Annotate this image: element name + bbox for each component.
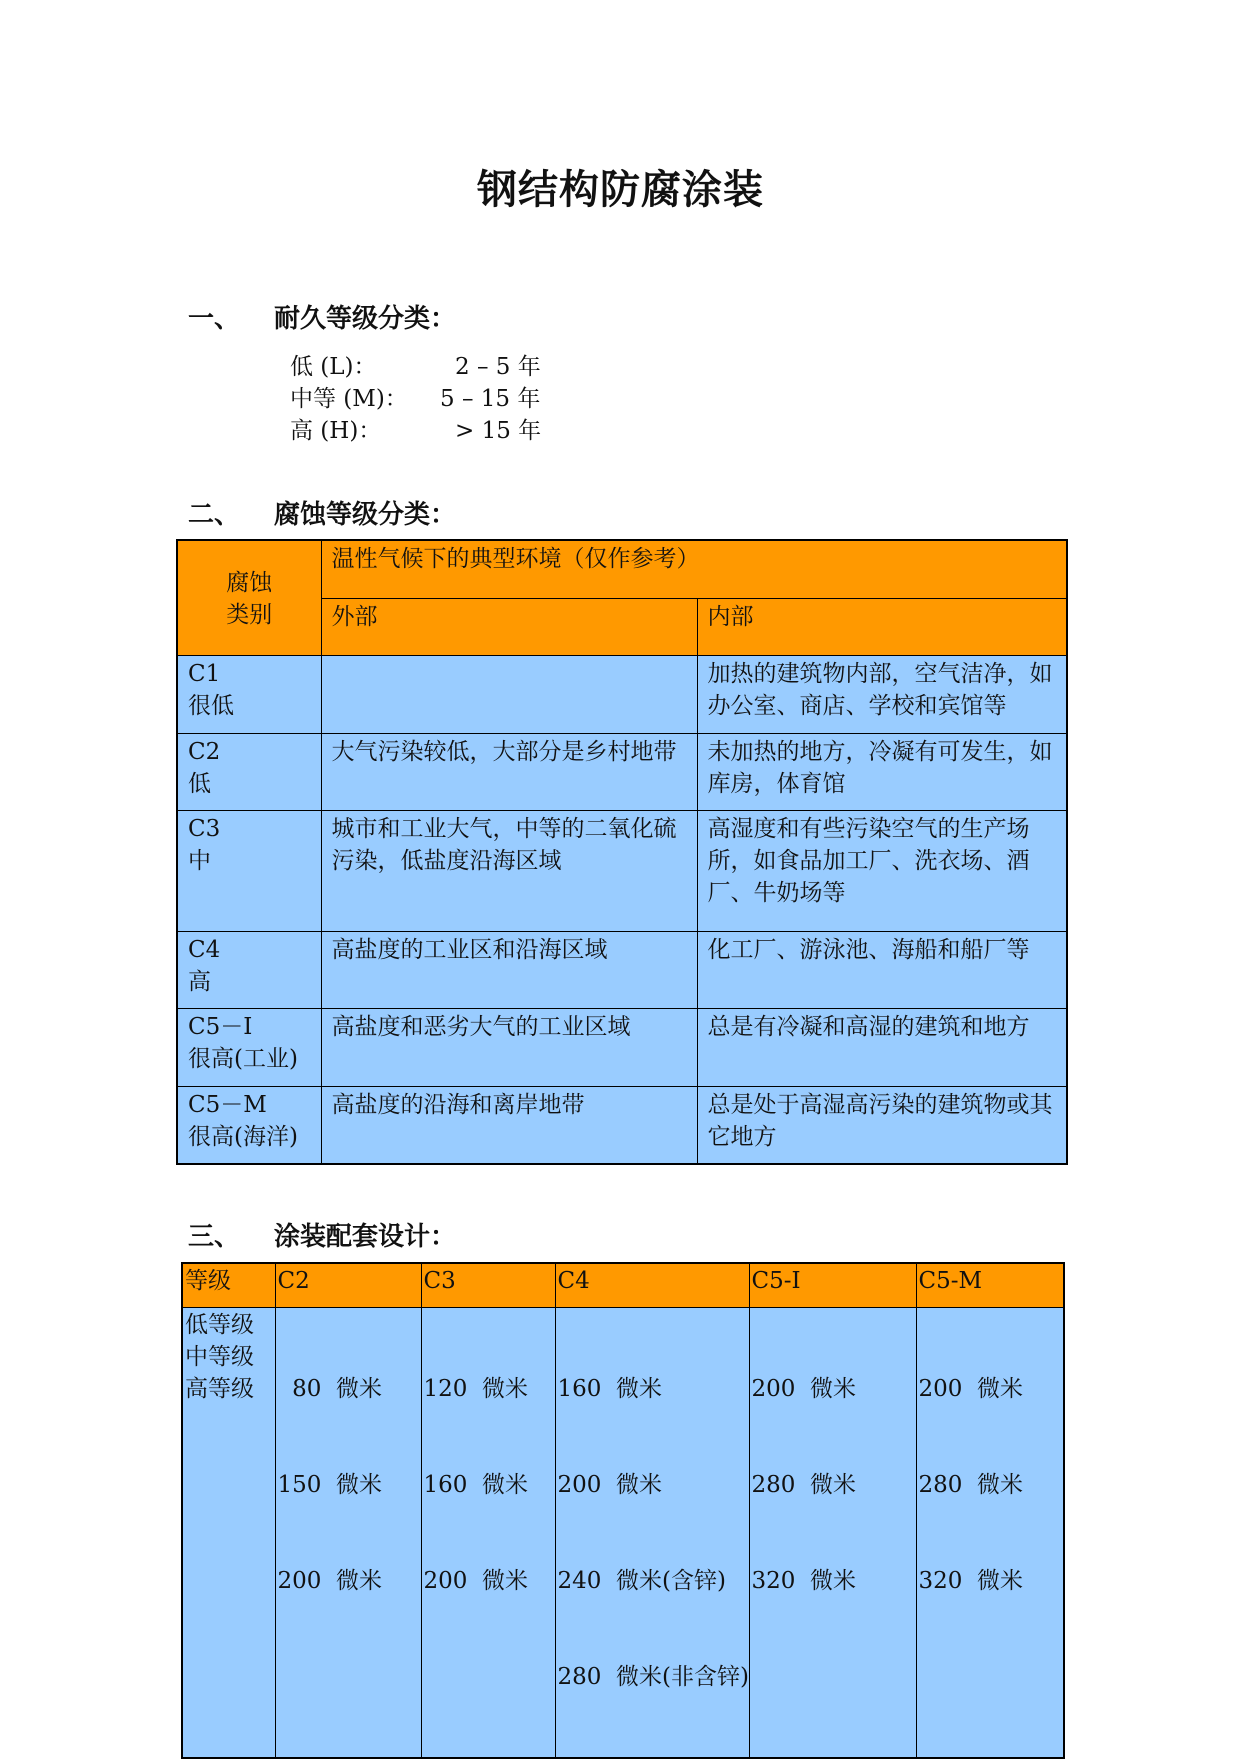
- table-row: [177, 1008, 1067, 1086]
- page-title: 钢结构防腐涂装: [477, 167, 764, 213]
- durability-list: [290, 348, 690, 448]
- header-exterior: 外部: [321, 598, 697, 655]
- row-category: C3 中: [177, 810, 321, 931]
- row-exterior: 城市和工业大气，中等的二氧化硫污染，低盐度沿海区域: [321, 810, 697, 931]
- row-exterior: 大气污染较低，大部分是乡村地带: [321, 733, 697, 810]
- row-category: C5－M 很高(海洋): [177, 1086, 321, 1164]
- row-exterior: 高盐度的沿海和离岸地带: [321, 1086, 697, 1164]
- section-3-number: 三、: [188, 1222, 241, 1252]
- row-interior: 总是有冷凝和高湿的建筑和地方: [697, 1008, 1067, 1086]
- header-interior: 内部: [697, 598, 1067, 655]
- row-exterior: 高盐度和恶劣大气的工业区域: [321, 1008, 697, 1086]
- c5-m-values: 200 微米 280 微米 320 微米: [916, 1307, 1064, 1758]
- row-category: C4 高: [177, 931, 321, 1008]
- header-c5-m: C5-M: [916, 1263, 1064, 1307]
- c5-i-values: 200 微米 280 微米 320 微米: [749, 1307, 916, 1758]
- table-row: [177, 733, 1067, 810]
- table-row: [177, 931, 1067, 1008]
- header-c5-i: C5-I: [749, 1263, 916, 1307]
- table-row: [177, 810, 1067, 931]
- row-interior: 总是处于高湿高污染的建筑物或其它地方: [697, 1086, 1067, 1164]
- header-environment: 温性气候下的典型环境（仅作参考）: [321, 540, 1067, 598]
- durability-key: 高 (H)：: [290, 418, 382, 444]
- header-category: 腐蚀 类别: [177, 540, 321, 655]
- row-interior: 未加热的地方，冷凝有可发生，如库房，体育馆: [697, 733, 1067, 810]
- table-row: [177, 1086, 1067, 1164]
- c4-values: 160 微米 200 微米 240 微米(含锌) 280 微米(非含锌): [555, 1307, 749, 1758]
- header-c2: C2: [275, 1263, 421, 1307]
- header-c4: C4: [555, 1263, 749, 1307]
- header-c3: C3: [421, 1263, 555, 1307]
- section-3-heading: [188, 1216, 688, 1252]
- section-2-heading: [188, 494, 688, 530]
- row-interior: 加热的建筑物内部，空气洁净，如办公室、商店、学校和宾馆等: [697, 655, 1067, 733]
- row-interior: 高湿度和有些污染空气的生产场所，如食品加工厂、洗衣场、酒厂、牛奶场等: [697, 810, 1067, 931]
- durability-value: 5 – 15 年: [440, 386, 541, 412]
- row-exterior: 高盐度的工业区和沿海区域: [321, 931, 697, 1008]
- corrosion-class-table: [176, 539, 1068, 1165]
- section-2-label: 腐蚀等级分类：: [274, 500, 457, 530]
- durability-key: 低 (L)：: [290, 354, 377, 380]
- header-grade: 等级: [182, 1263, 275, 1307]
- row-category: C2 低: [177, 733, 321, 810]
- row-interior: 化工厂、游泳池、海船和船厂等: [697, 931, 1067, 1008]
- c3-values: 120 微米 160 微米 200 微米: [421, 1307, 555, 1758]
- c2-values: 80 微米 150 微米 200 微米: [275, 1307, 421, 1758]
- section-3-label: 涂装配套设计：: [274, 1222, 457, 1252]
- table-row: [177, 655, 1067, 733]
- durability-value: > 15 年: [455, 418, 542, 444]
- coating-thickness-table: [181, 1262, 1065, 1759]
- section-1-number: 一、: [188, 304, 241, 334]
- grade-labels: 低等级 中等级 高等级: [182, 1307, 275, 1758]
- section-1-heading: [188, 298, 688, 334]
- row-category: C1 很低: [177, 655, 321, 733]
- row-category: C5－I 很高(工业): [177, 1008, 321, 1086]
- section-1-label: 耐久等级分类：: [274, 304, 457, 334]
- section-2-number: 二、: [188, 500, 241, 530]
- row-exterior: [321, 655, 697, 733]
- durability-key: 中等 (M)：: [290, 386, 408, 412]
- durability-value: 2 – 5 年: [455, 354, 541, 380]
